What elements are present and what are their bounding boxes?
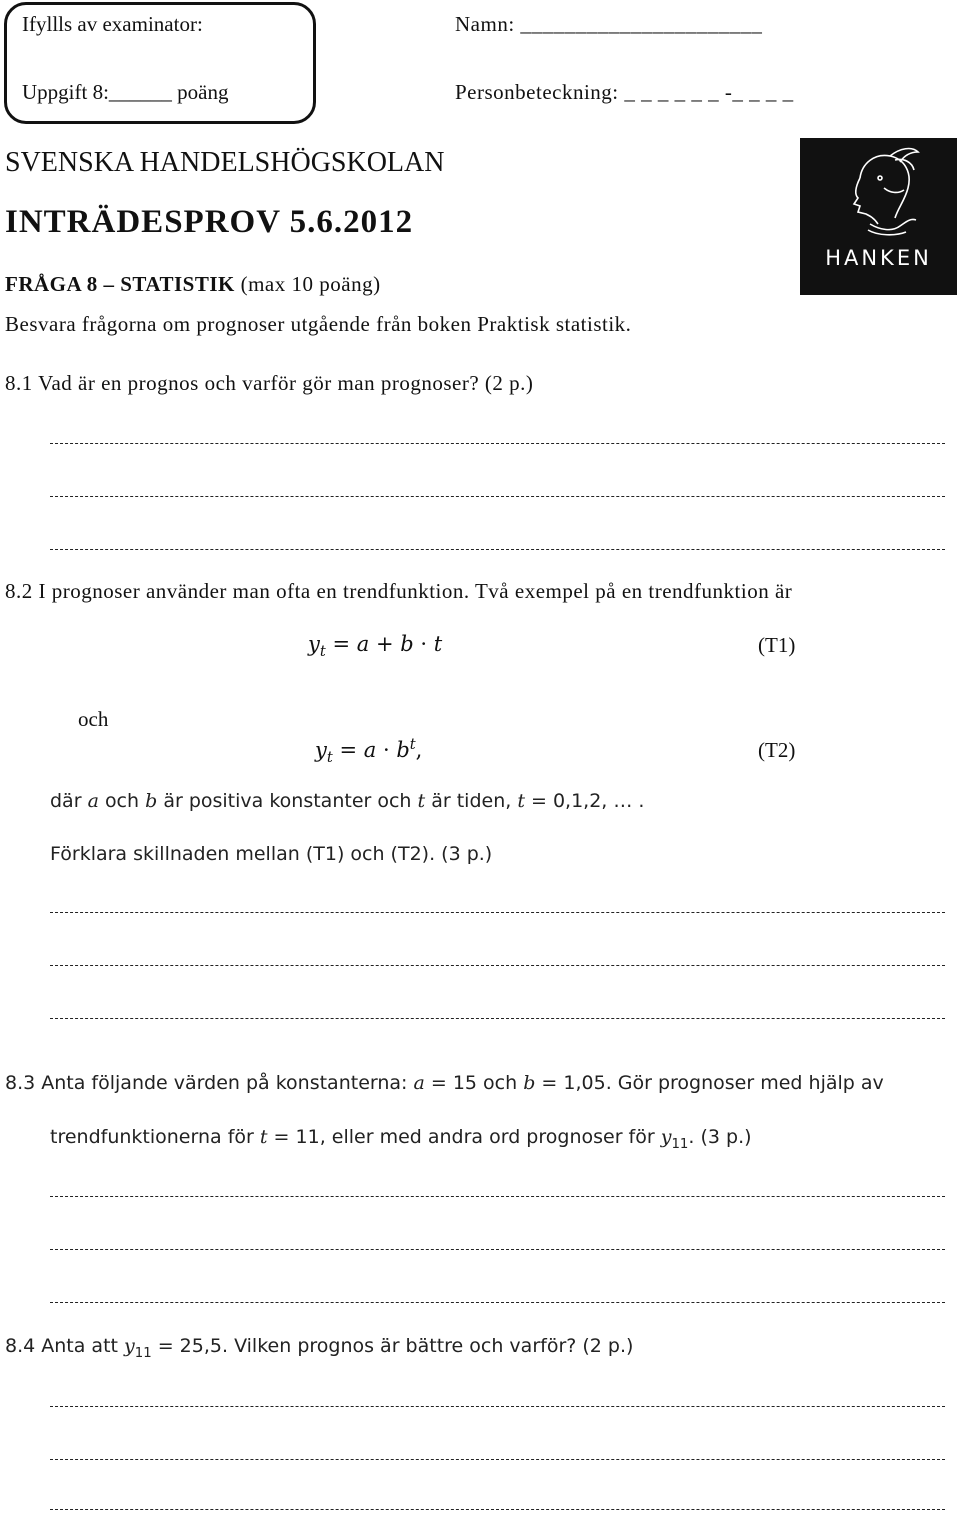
q83-line2-c: . (3 p.) (688, 1126, 752, 1148)
school-name: SVENSKA HANDELSHÖGSKOLAN (5, 147, 445, 178)
answer-line[interactable] (50, 1018, 945, 1019)
where-mid1: och (104, 790, 140, 812)
personnr-field: Personbeteckning: _ _ _ _ _ _ -_ _ _ _ (455, 80, 794, 104)
answer-line[interactable] (50, 1406, 945, 1407)
q83-line2: trendfunktionerna för t = 11, eller med andra ord prognoser för $y_{11}$. (3 p.) (50, 1126, 752, 1152)
answer-line[interactable] (50, 549, 945, 550)
q83-line1-b: Gör prognoser med hjälp av (617, 1072, 884, 1094)
q82-explain: Förklara skillnaden mellan (T1) och (T2). (3 p.) (50, 843, 493, 865)
answer-line[interactable] (50, 1249, 945, 1250)
task-score-field: Uppgift 8:______ poäng (22, 80, 229, 104)
answer-line[interactable] (50, 1196, 945, 1197)
examiner-label: Ifyllls av examinator: (22, 12, 203, 36)
q81-text: 8.1 Vad är en prognos och varför gör man prognoser? (2 p.) (5, 371, 534, 395)
q84-text-a: 8.4 Anta att (5, 1335, 118, 1357)
q83-line1-a: 8.3 Anta följande värden på konstanterna: (5, 1072, 408, 1094)
where-mid3: är tiden, (431, 790, 512, 812)
hanken-logo (800, 138, 957, 295)
question-intro: Besvara frågorna om prognoser utgående från boken Praktisk statistik. (5, 312, 632, 336)
answer-line[interactable] (50, 1459, 945, 1460)
formula-t1-label: (T1) (758, 633, 796, 657)
formula-t2-label: (T2) (758, 738, 796, 762)
exam-title: INTRÄDESPROV 5.6.2012 (5, 204, 414, 240)
where-prefix: där (50, 790, 82, 812)
answer-line[interactable] (50, 1302, 945, 1303)
logo-text: HANKEN (825, 246, 932, 270)
q83-line1-och: och (483, 1072, 518, 1094)
q84-text: 8.4 Anta att $y_{11} = 25,5$. Vilken prognos är bättre och varför? (2 p.) (5, 1335, 634, 1361)
formula-t1: $y_t = a + b \cdot t$ (308, 632, 443, 661)
answer-line[interactable] (50, 912, 945, 913)
question-heading (5, 272, 381, 297)
hermes-head-icon (800, 138, 957, 243)
answer-line[interactable] (50, 443, 945, 444)
q83-line1: 8.3 Anta följande värden på konstanterna: a = 15 och b = 1,05. Gör prognoser med hjälp av (5, 1072, 884, 1094)
answer-line[interactable] (50, 965, 945, 966)
formula-t2: $y_t = a \cdot b^t$, (315, 736, 423, 767)
answer-line[interactable] (50, 496, 945, 497)
q82-where: där a och b är positiva konstanter och t är tiden, t = 0,1,2, … . (50, 790, 645, 812)
q83-line2-a: trendfunktionerna för (50, 1126, 254, 1148)
q83-line2-b: , eller med andra ord prognoser för (319, 1126, 655, 1148)
och-label: och (78, 707, 109, 731)
question-heading-bold: FRÅGA 8 – STATISTIK (5, 272, 235, 296)
where-mid2: är positiva konstanter och (163, 790, 412, 812)
question-heading-points: (max 10 poäng) (240, 272, 381, 296)
name-field: Namn: ______________________ (455, 12, 763, 36)
q84-text-b: Vilken prognos är bättre och varför? (2 p.) (234, 1335, 634, 1357)
answer-line[interactable] (50, 1509, 945, 1510)
q82-text: 8.2 I prognoser använder man ofta en trendfunktion. Två exempel på en trendfunktion är (5, 579, 793, 603)
